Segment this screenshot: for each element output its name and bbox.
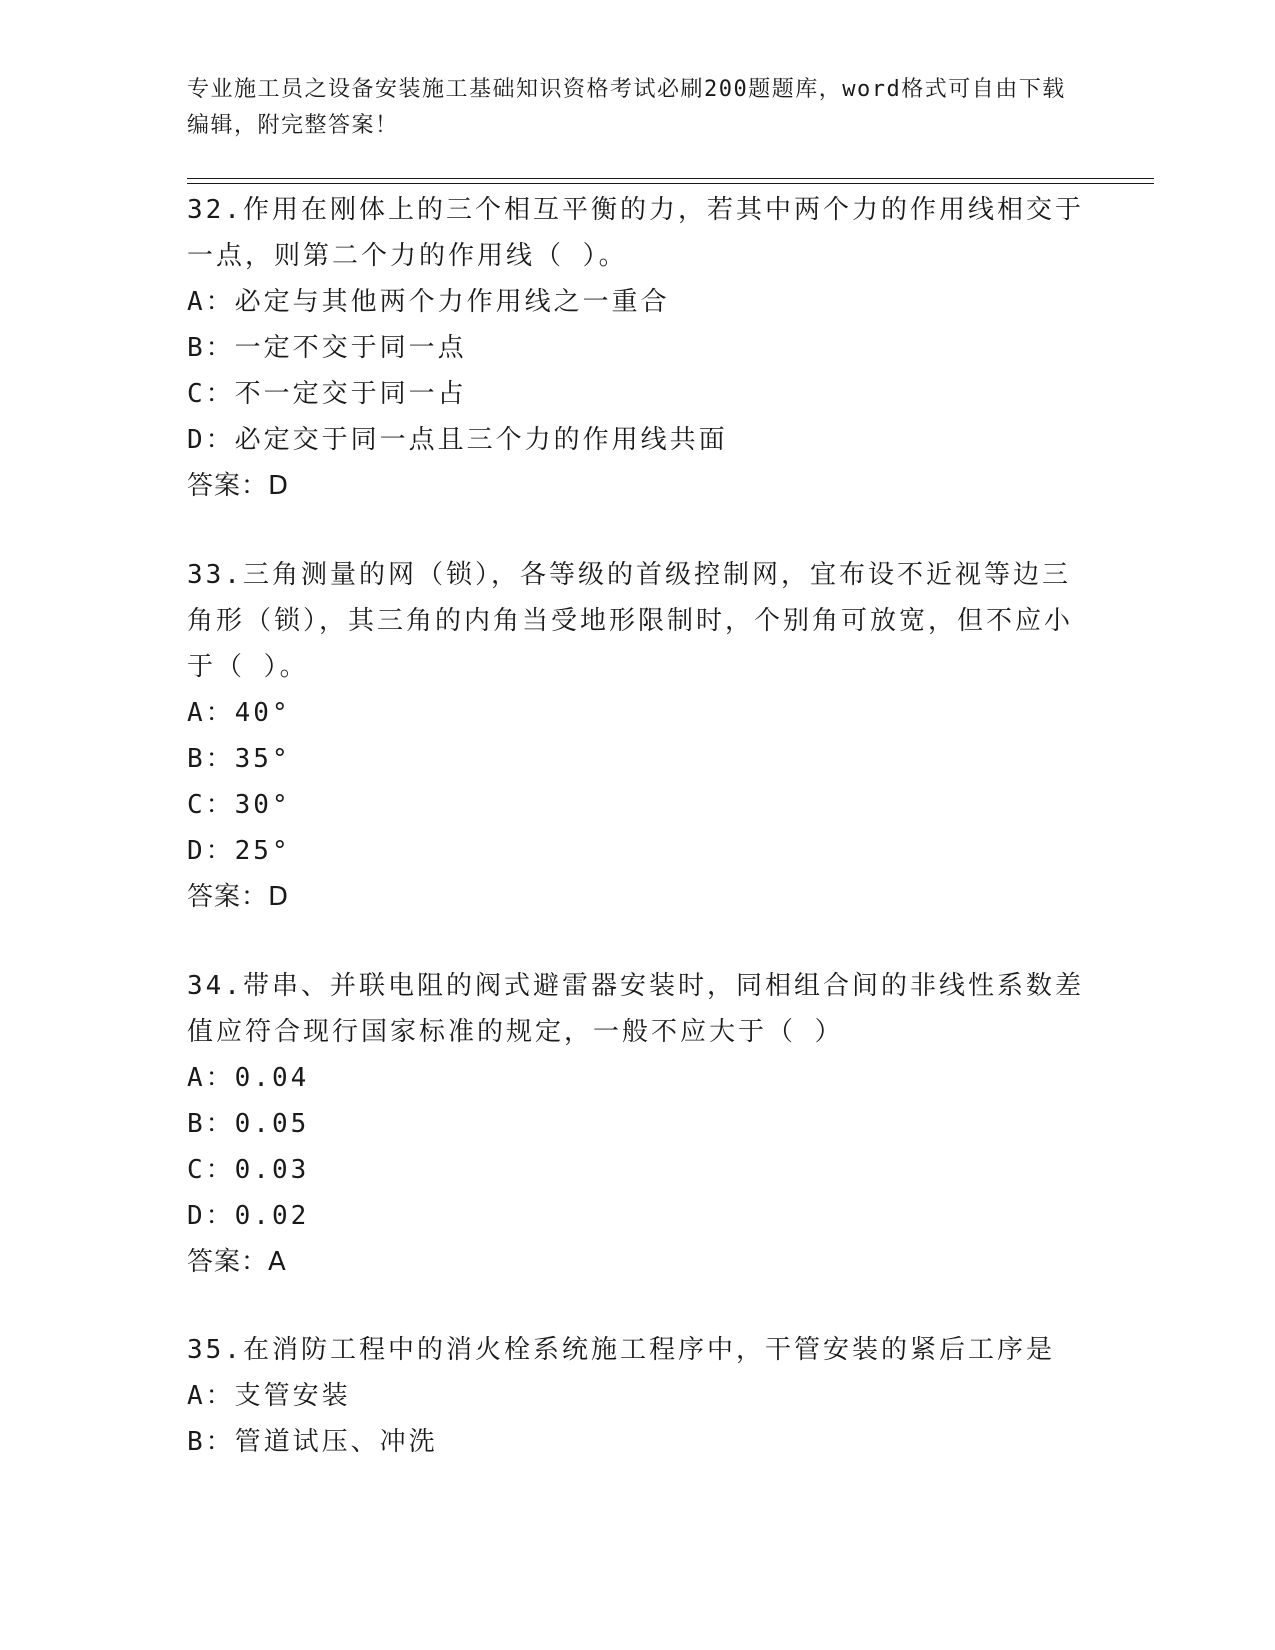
option-d: D：0.02 [187, 1201, 310, 1231]
question-stem: 33.三角测量的网（锁），各等级的首级控制网，宜布设不近视等边三角形（锁），其三角的内角当受地形限制时，个别角可放宽，但不应小于（ ）。 [187, 560, 1074, 682]
question-stem: 35.在消防工程中的消火栓系统施工程序中，干管安装的紧后工序是 [187, 1335, 1055, 1365]
question-35 [187, 1327, 1087, 1465]
header-divider-top [187, 178, 1154, 179]
option-b: B：一定不交于同一点 [187, 333, 467, 363]
question-stem: 34.带串、并联电阻的阀式避雷器安装时，同相组合间的非线性系数差值应符合现行国家标准的规定，一般不应大于（ ） [187, 971, 1084, 1047]
option-d: D：必定交于同一点且三个力的作用线共面 [187, 425, 728, 455]
option-d: D：25° [187, 836, 291, 866]
option-c: C：不一定交于同一占 [187, 379, 467, 409]
answer-line: 答案：A [187, 1247, 287, 1277]
header-divider-bottom [187, 183, 1154, 184]
option-b: B：0.05 [187, 1109, 310, 1139]
option-c: C：0.03 [187, 1155, 310, 1185]
question-32 [187, 187, 1087, 509]
question-34 [187, 963, 1087, 1285]
option-a: A：必定与其他两个力作用线之一重合 [187, 287, 670, 317]
answer-line: 答案：D [187, 882, 290, 912]
option-a: A：0.04 [187, 1063, 310, 1093]
answer-line: 答案：D [187, 471, 290, 501]
option-b: B：35° [187, 744, 291, 774]
option-a: A：40° [187, 698, 291, 728]
question-33 [187, 552, 1087, 920]
option-a: A：支管安装 [187, 1381, 351, 1411]
option-c: C：30° [187, 790, 291, 820]
document-header: 专业施工员之设备安装施工基础知识资格考试必刷200题题库，word格式可自由下载编辑，附完整答案！ [187, 77, 1066, 138]
option-b: B：管道试压、冲洗 [187, 1427, 438, 1457]
question-stem: 32.作用在刚体上的三个相互平衡的力，若其中两个力的作用线相交于一点，则第二个力的作用线（ ）。 [187, 195, 1084, 271]
